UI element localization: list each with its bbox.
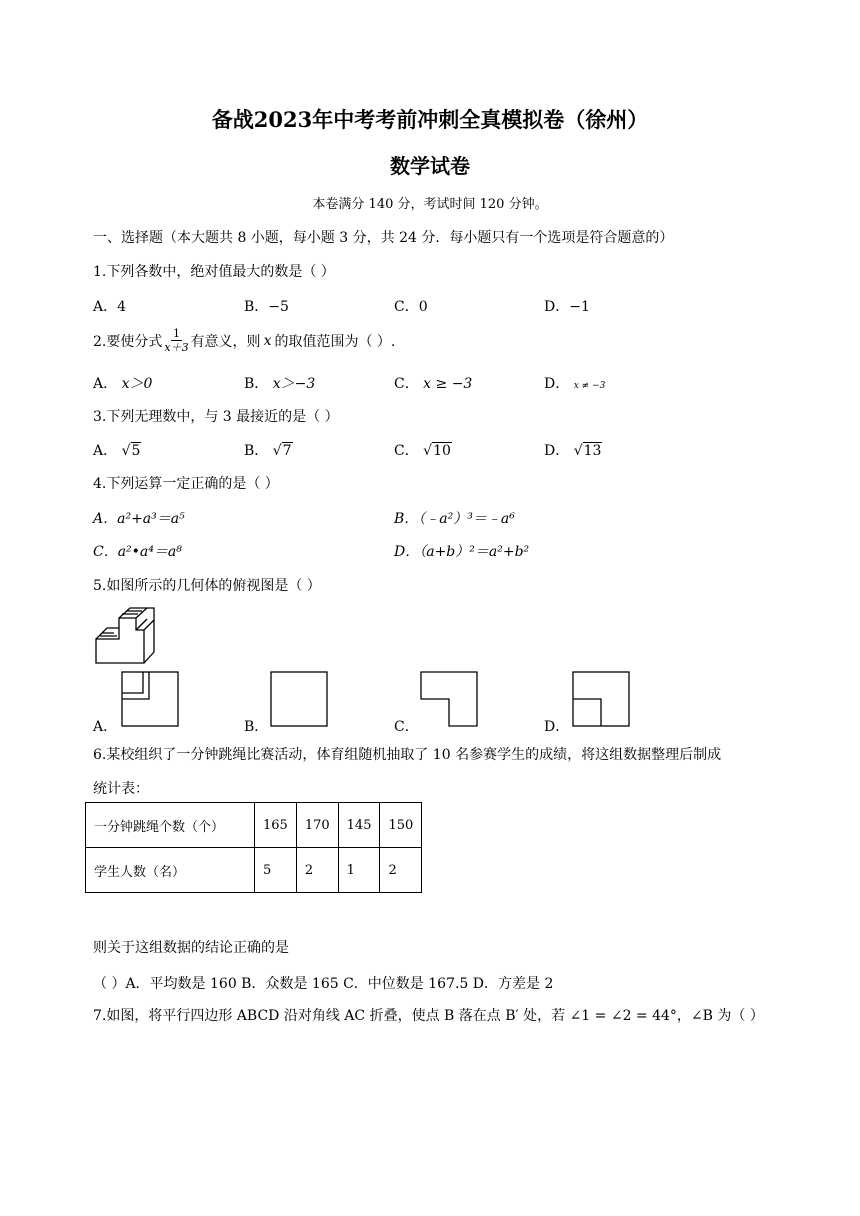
option-letter: A． bbox=[93, 376, 118, 392]
radicand: 5 bbox=[131, 443, 141, 459]
table-row bbox=[86, 803, 422, 848]
table-cell: 一分钟跳绳个数（个） bbox=[86, 803, 255, 848]
question-4-option-c: C．a²•a⁴＝a⁸ bbox=[93, 544, 182, 560]
table-cell: 145 bbox=[338, 803, 380, 848]
question-3-stem: 3.下列无理数中，与 3 最接近的是（ ） bbox=[93, 409, 339, 425]
option-letter: A． bbox=[93, 443, 118, 459]
question-5-option-a-label: A． bbox=[93, 719, 118, 735]
table-cell: 学生人数（名） bbox=[86, 848, 255, 893]
question-2-prefix: 2.要使分式 bbox=[93, 333, 163, 350]
question-4-option-a: A．a²+a³＝a⁵ bbox=[93, 511, 185, 527]
question-2-option-c bbox=[394, 373, 472, 393]
question-3-option-c bbox=[394, 440, 452, 460]
fraction-denominator: x＋3 bbox=[164, 341, 189, 354]
table-cell: 2 bbox=[296, 848, 338, 893]
option-value: x＞−3 bbox=[272, 376, 316, 392]
option-letter: D． bbox=[544, 376, 570, 392]
exam-note: 本卷满分 140 分，考试时间 120 分钟。 bbox=[312, 197, 548, 212]
option-value: x ≥ −3 bbox=[423, 376, 473, 392]
question-3-option-a bbox=[93, 440, 141, 460]
question-3-option-d bbox=[544, 440, 602, 460]
question-6-conclusion: 则关于这组数据的结论正确的是 bbox=[93, 940, 289, 956]
page-title: 备战2023年中考考前冲刺全真模拟卷（徐州） bbox=[211, 107, 649, 132]
option-value: x＞0 bbox=[121, 376, 153, 392]
sqrt-symbol: √10 bbox=[423, 443, 451, 459]
option-letter: B． bbox=[244, 443, 269, 459]
view-option-d bbox=[572, 671, 630, 727]
question-4-stem: 4.下列运算一定正确的是（ ） bbox=[93, 476, 279, 492]
view-option-b bbox=[270, 671, 328, 727]
section-heading: 一、选择题（本大题共 8 小题，每小题 3 分，共 24 分．每小题只有一个选项是符合题意的） bbox=[93, 230, 674, 246]
question-1-stem: 1.下列各数中，绝对值最大的数是（ ） bbox=[93, 264, 335, 280]
option-letter: C． bbox=[394, 443, 419, 459]
view-option-a bbox=[121, 671, 179, 727]
question-4-option-b: B．（﹣a²）³＝﹣a⁶ bbox=[394, 511, 515, 527]
table-row bbox=[86, 848, 422, 893]
question-2-end: 的取值范围为（ ）. bbox=[274, 333, 396, 350]
radicand: 13 bbox=[583, 443, 602, 459]
table-cell: 170 bbox=[296, 803, 338, 848]
question-2-option-b bbox=[244, 373, 315, 393]
sqrt-symbol: √7 bbox=[272, 443, 292, 459]
question-1-option-c: C．0 bbox=[394, 299, 428, 315]
question-6-options: （ ）A．平均数是 160 B．众数是 165 C．中位数是 167.5 D．方差是 2 bbox=[93, 976, 554, 992]
question-6-stem-line2: 统计表： bbox=[93, 781, 149, 797]
option-letter: D． bbox=[544, 443, 570, 459]
question-4-option-d: D．（a+b）²＝a²+b² bbox=[394, 544, 530, 560]
stats-table bbox=[85, 802, 422, 893]
question-3-option-b bbox=[244, 440, 293, 460]
question-2-stem bbox=[93, 327, 395, 354]
fraction-numerator: 1 bbox=[172, 327, 180, 340]
table-cell: 150 bbox=[380, 803, 422, 848]
sqrt-symbol: √13 bbox=[573, 443, 602, 459]
view-option-c bbox=[420, 671, 478, 727]
table-cell: 5 bbox=[255, 848, 297, 893]
question-2-variable: x bbox=[263, 332, 272, 349]
fraction bbox=[164, 327, 188, 354]
table-cell: 2 bbox=[380, 848, 422, 893]
question-2-option-d bbox=[544, 373, 605, 393]
question-5-option-d-label: D． bbox=[544, 719, 570, 735]
option-value: x ≠ −3 bbox=[573, 381, 606, 391]
sqrt-symbol: √5 bbox=[121, 443, 141, 459]
table-cell: 165 bbox=[255, 803, 297, 848]
table-cell: 1 bbox=[338, 848, 380, 893]
question-6-stem-line1: 6.某校组织了一分钟跳绳比赛活动，体育组随机抽取了 10 名参赛学生的成绩，将这组数据整理后制成 bbox=[93, 747, 722, 763]
page-subtitle: 数学试卷 bbox=[390, 154, 470, 178]
option-letter: C． bbox=[394, 376, 419, 392]
radicand: 10 bbox=[433, 443, 451, 459]
option-letter: B． bbox=[244, 376, 269, 392]
question-5-option-c-label: C． bbox=[394, 719, 419, 735]
radicand: 7 bbox=[282, 443, 292, 459]
question-2-mid: 有意义，则 bbox=[190, 333, 261, 350]
question-5-stem: 5.如图所示的几何体的俯视图是（ ） bbox=[93, 578, 321, 594]
solid-figure bbox=[94, 606, 158, 666]
question-1-option-a: A．4 bbox=[93, 299, 127, 315]
question-2-option-a bbox=[93, 373, 152, 393]
question-1-option-d: D．−1 bbox=[544, 299, 590, 315]
question-7-stem: 7.如图，将平行四边形 ABCD 沿对角线 AC 折叠，使点 B 落在点 B′ 处，若 ∠1 = ∠2 = 44°，∠B 为（ ） bbox=[93, 1008, 764, 1024]
question-5-option-b-label: B． bbox=[244, 719, 269, 735]
question-1-option-b: B．−5 bbox=[244, 299, 289, 315]
